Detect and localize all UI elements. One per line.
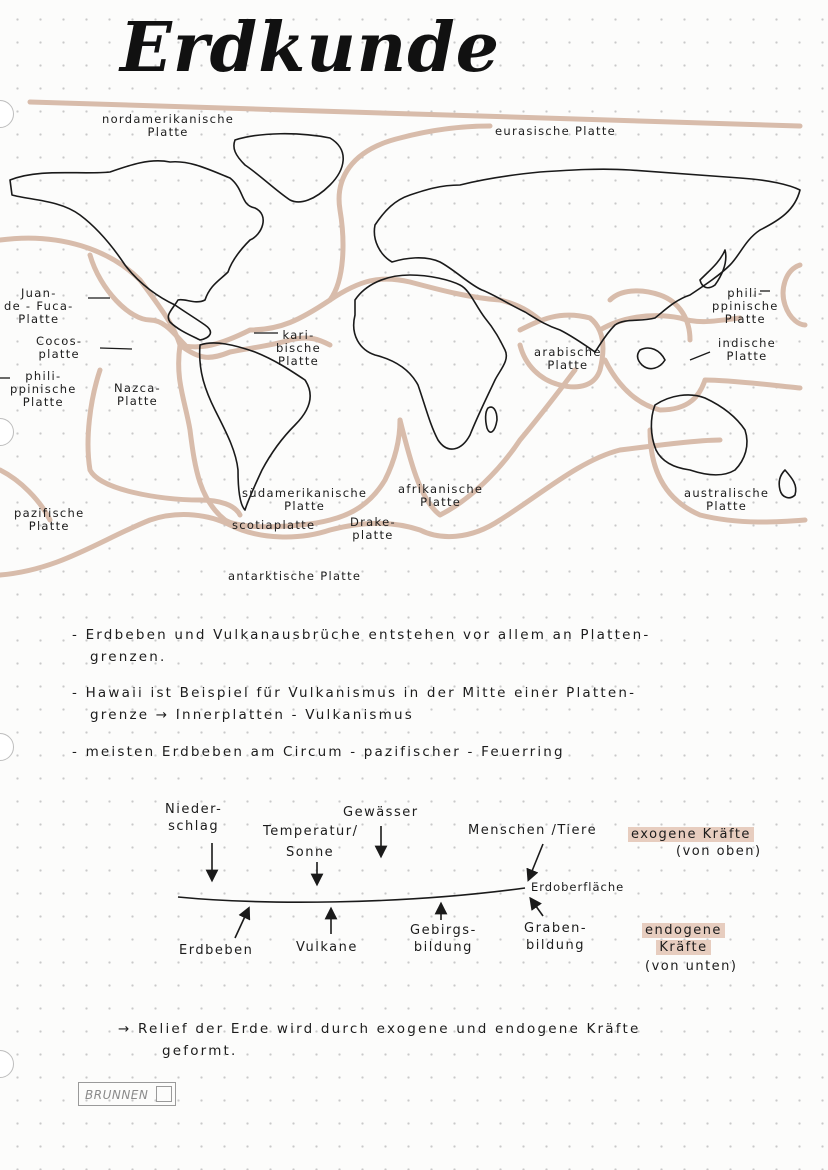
label-african-plate: afrikanische Platte xyxy=(398,482,484,509)
label-erdoberflaeche: Erdoberfläche xyxy=(531,880,625,894)
label-australian-plate: australische Platte xyxy=(684,486,770,513)
label-eurasian-plate: eurasische Platte xyxy=(495,124,617,138)
label-gebirgsbildung: Gebirgs- bildung xyxy=(410,923,477,955)
label-von-oben: (von oben) xyxy=(676,844,762,859)
label-temperatur: Temperatur/ xyxy=(263,824,359,839)
label-pacific-plate: pazifische Platte xyxy=(14,506,85,533)
label-cocos-plate: Cocos- platte xyxy=(36,334,83,361)
label-endogene-kraefte: endogene Kräfte xyxy=(642,922,725,956)
label-von-unten: (von unten) xyxy=(645,959,738,974)
label-erdbeben: Erdbeben xyxy=(179,943,254,958)
label-menschen-tiere: Menschen /Tiere xyxy=(468,823,598,838)
page-title: Erdkunde xyxy=(120,8,501,88)
label-nazca-plate: Nazca- Platte xyxy=(114,381,162,408)
label-arabian-plate: arabische Platte xyxy=(534,345,602,372)
label-south-american-plate: südamerikanische Platte xyxy=(242,486,368,513)
label-scotia-plate: scotiaplatte xyxy=(232,518,316,532)
brand-mark-icon xyxy=(156,1086,172,1102)
conclusion: → Relief der Erde wird durch exogene und endogene Kräfte geformt. xyxy=(118,1021,641,1059)
earth-surface-line xyxy=(178,888,525,902)
label-exogene-kraefte: exogene Kräfte xyxy=(628,826,754,843)
label-niederschlag: Nieder- schlag xyxy=(165,802,223,834)
note-3: - meisten Erdbeben am Circum - pazifischer - Feuerring xyxy=(72,744,565,760)
label-vulkane: Vulkane xyxy=(296,940,358,955)
label-sonne: Sonne xyxy=(286,845,335,860)
label-caribbean-plate: kari- bische Platte xyxy=(276,328,321,368)
arrow-icon: → xyxy=(118,1021,132,1037)
label-indian-plate: indische Platte xyxy=(718,336,777,363)
arrow-up-erdbeben xyxy=(235,912,247,938)
label-juan-de-fuca-plate: Juan- de - Fuca- Platte xyxy=(4,286,74,326)
note-2: - Hawaii ist Beispiel für Vulkanismus in der Mitte einer Platten- grenze → Innerplatten - Vulkanismus xyxy=(72,685,637,723)
label-grabenbildung: Graben- bildung xyxy=(524,921,588,953)
label-north-american-plate: nordamerikanische Platte xyxy=(102,112,235,139)
brand-logo: BRUNNEN xyxy=(78,1082,176,1106)
label-philippine-plate-right: phili- ppinische Platte xyxy=(712,286,779,326)
note-1: - Erdbeben und Vulkanausbrüche entstehen vor allem an Platten- grenzen. xyxy=(72,627,651,665)
label-gewaesser: Gewässer xyxy=(343,805,419,820)
arrow-down-menschen xyxy=(530,844,543,876)
arrow-up-graben xyxy=(533,902,543,916)
label-antarctic-plate: antarktische Platte xyxy=(228,569,362,583)
label-drake-plate: Drake- platte xyxy=(350,515,396,542)
arrow-icon: → xyxy=(155,707,170,723)
label-philippine-plate-left: phili- ppinische Platte xyxy=(10,369,77,409)
